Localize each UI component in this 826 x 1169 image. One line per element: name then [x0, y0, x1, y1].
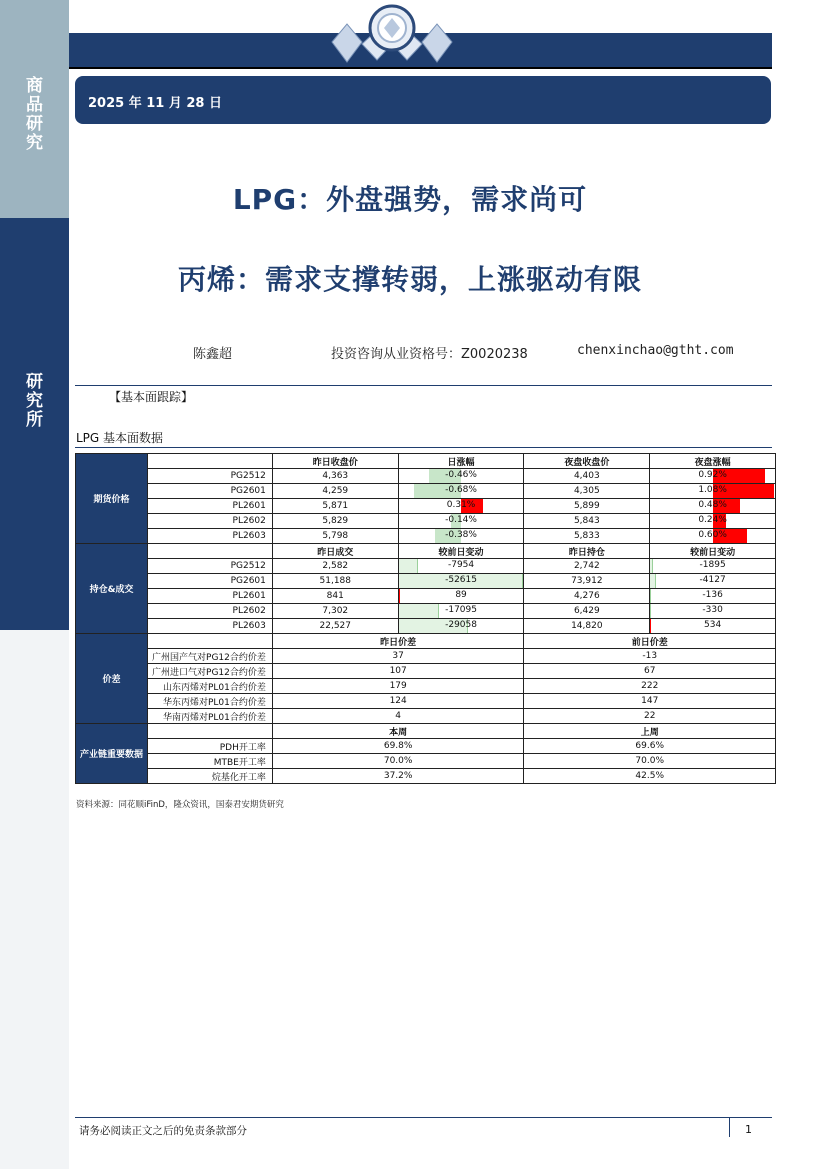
industry-col-header: 本周: [272, 724, 524, 739]
previous-value: 222: [524, 679, 776, 694]
volume: 841: [272, 589, 398, 604]
category-spreads: 价差: [76, 634, 148, 724]
metric-name: PDH开工率: [148, 739, 273, 754]
metric-name: 烷基化开工率: [148, 769, 273, 784]
author-email[interactable]: chenxinchao@gtht.com: [577, 343, 734, 358]
close-price: 5,798: [272, 529, 398, 544]
night-change: [650, 484, 776, 499]
lpg-fundamentals-table: [75, 453, 776, 784]
daily-change-value: 0.31%: [446, 500, 476, 510]
header-blank: [148, 454, 273, 469]
industry-col-header: 上周: [524, 724, 776, 739]
daily-change-value: -0.46%: [445, 470, 477, 480]
oi-change-bar: [650, 559, 775, 573]
night-change-value: 0.48%: [698, 500, 727, 510]
previous-value: 67: [524, 664, 776, 679]
night-change-bar: [650, 529, 775, 543]
current-value: 124: [272, 694, 524, 709]
volume: 51,188: [272, 574, 398, 589]
previous-value: 42.5%: [524, 769, 776, 784]
daily-change-value: -0.68%: [445, 485, 477, 495]
daily-change-bar: [399, 484, 524, 498]
daily-change: [398, 469, 524, 484]
spreads-col-header: 昨日价差: [272, 634, 524, 649]
oi-change: [650, 559, 776, 574]
footer-divider: [75, 1117, 772, 1118]
header-blank: [148, 634, 273, 649]
night-close-price: 5,899: [524, 499, 650, 514]
volume: 22,527: [272, 619, 398, 634]
contract-name: PL2602: [148, 514, 273, 529]
table-row: [76, 679, 776, 694]
oi-change-value: 534: [704, 620, 722, 630]
oi-change: [650, 604, 776, 619]
current-value: 4: [272, 709, 524, 724]
table-row: [76, 589, 776, 604]
category-futures: 期货价格: [76, 454, 148, 544]
close-price: 5,871: [272, 499, 398, 514]
volume-change-bar: [399, 559, 524, 573]
table-row: [76, 574, 776, 589]
sidebar-bottom-panel: [0, 630, 69, 1169]
metric-name: MTBE开工率: [148, 754, 273, 769]
daily-change-bar: [399, 529, 524, 543]
volume-change-bar: [399, 619, 524, 633]
metric-name: 广州国产气对PG12合约价差: [148, 649, 273, 664]
previous-value: 147: [524, 694, 776, 709]
table-row: [76, 514, 776, 529]
table-row: [76, 709, 776, 724]
volume: 7,302: [272, 604, 398, 619]
night-change-bar: [650, 484, 775, 498]
volume-change-value: -7954: [447, 560, 475, 570]
positions-col-header: 昨日持仓: [524, 544, 650, 559]
open-interest: 4,276: [524, 589, 650, 604]
volume-change-value: -29058: [445, 620, 477, 630]
daily-change: [398, 484, 524, 499]
table-row: [76, 499, 776, 514]
oi-change-bar: [650, 574, 775, 588]
positions-header-row: [76, 544, 776, 559]
diamond-logo-icon: [322, 2, 462, 66]
volume-change-value: -52615: [445, 575, 477, 585]
table-row: [76, 664, 776, 679]
daily-change: [398, 514, 524, 529]
positions-col-header: 较前日变动: [398, 544, 524, 559]
close-price: 4,363: [272, 469, 398, 484]
volume-change: [398, 559, 524, 574]
night-change-value: 0.60%: [698, 530, 727, 540]
contract-name: PL2601: [148, 589, 273, 604]
daily-change-bar: [399, 514, 524, 528]
futures-header-row: [76, 454, 776, 469]
metric-name: 华东丙烯对PL01合约价差: [148, 694, 273, 709]
night-change-bar: [650, 469, 775, 483]
industry-header-row: [76, 724, 776, 739]
table-title: LPG 基本面数据: [76, 431, 164, 445]
oi-change-bar: [650, 589, 775, 603]
table-row: [76, 694, 776, 709]
volume-change: [398, 619, 524, 634]
category-positions: 持仓&成交: [76, 544, 148, 634]
section-tag: 【基本面跟踪】: [109, 390, 194, 404]
volume-change: [398, 604, 524, 619]
oi-change-value: -1895: [699, 560, 726, 570]
table-row: [76, 769, 776, 784]
author-divider: [75, 385, 772, 386]
table-row: [76, 529, 776, 544]
night-close-price: 4,305: [524, 484, 650, 499]
author-certificate: 投资咨询从业资格号：Z0020238: [331, 347, 528, 362]
night-change: [650, 529, 776, 544]
source-note: 资料来源：同花顺iFinD，隆众资讯，国泰君安期货研究: [76, 800, 284, 810]
night-change: [650, 514, 776, 529]
current-value: 107: [272, 664, 524, 679]
contract-name: PL2603: [148, 619, 273, 634]
night-change-value: 1.08%: [698, 485, 727, 495]
metric-name: 山东丙烯对PL01合约价差: [148, 679, 273, 694]
open-interest: 6,429: [524, 604, 650, 619]
table-row: [76, 619, 776, 634]
table-title-divider: [75, 447, 772, 448]
contract-name: PG2512: [148, 559, 273, 574]
author-name: 陈鑫超: [193, 347, 233, 362]
spreads-header-row: [76, 634, 776, 649]
close-price: 4,259: [272, 484, 398, 499]
previous-value: -13: [524, 649, 776, 664]
page-number: 1: [745, 1123, 752, 1136]
current-value: 37: [272, 649, 524, 664]
report-title-lpg: LPG：外盘强势，需求尚可: [232, 183, 588, 216]
sidebar-label-institute: 研究所: [22, 372, 42, 429]
volume-change-value: -17095: [445, 605, 477, 615]
metric-name: 广州进口气对PG12合约价差: [148, 664, 273, 679]
contract-name: PL2603: [148, 529, 273, 544]
oi-change-value: -4127: [699, 575, 726, 585]
report-date: 2025 年 11 月 28 日: [88, 96, 222, 111]
oi-change-value: -330: [702, 605, 723, 615]
table-row: [76, 649, 776, 664]
table-row: [76, 739, 776, 754]
volume-change-value: 89: [455, 590, 467, 600]
current-value: 69.8%: [272, 739, 524, 754]
night-change: [650, 499, 776, 514]
contract-name: PL2601: [148, 499, 273, 514]
previous-value: 70.0%: [524, 754, 776, 769]
current-value: 37.2%: [272, 769, 524, 784]
category-industry: 产业链重要数据: [76, 724, 148, 784]
volume-change-bar: [399, 574, 524, 588]
oi-change: [650, 589, 776, 604]
oi-change-bar: [650, 619, 775, 633]
futures-col-header: 日涨幅: [398, 454, 524, 469]
report-title-propylene: 丙烯：需求支撑转弱，上涨驱动有限: [177, 263, 642, 296]
table-row: [76, 484, 776, 499]
open-interest: 73,912: [524, 574, 650, 589]
daily-change-value: -0.38%: [445, 530, 477, 540]
contract-name: PG2512: [148, 469, 273, 484]
author-row: [0, 343, 826, 363]
header-blank: [148, 544, 273, 559]
contract-name: PG2601: [148, 574, 273, 589]
table-row: [76, 469, 776, 484]
daily-change-bar: [399, 469, 524, 483]
contract-name: PG2601: [148, 484, 273, 499]
header-blank: [148, 724, 273, 739]
positions-col-header: 较前日变动: [650, 544, 776, 559]
daily-change: [398, 529, 524, 544]
volume-change: [398, 589, 524, 604]
oi-change-value: -136: [702, 590, 723, 600]
daily-change: [398, 499, 524, 514]
night-close-price: 4,403: [524, 469, 650, 484]
oi-change-bar: [650, 604, 775, 618]
daily-change-value: -0.14%: [445, 515, 477, 525]
futures-col-header: 夜盘收盘价: [524, 454, 650, 469]
night-change-value: 0.24%: [698, 515, 727, 525]
oi-change: [650, 619, 776, 634]
sidebar-label-commodity-research: 商品研究: [22, 76, 42, 152]
night-change-bar: [650, 499, 775, 513]
current-value: 179: [272, 679, 524, 694]
night-change-bar: [650, 514, 775, 528]
metric-name: 华南丙烯对PL01合约价差: [148, 709, 273, 724]
current-value: 70.0%: [272, 754, 524, 769]
futures-col-header: 昨日收盘价: [272, 454, 398, 469]
table-row: [76, 559, 776, 574]
previous-value: 22: [524, 709, 776, 724]
close-price: 5,829: [272, 514, 398, 529]
night-close-price: 5,843: [524, 514, 650, 529]
futures-col-header: 夜盘涨幅: [650, 454, 776, 469]
spreads-col-header: 前日价差: [524, 634, 776, 649]
volume-change-bar: [399, 604, 524, 618]
night-change: [650, 469, 776, 484]
table-row: [76, 604, 776, 619]
volume-change: [398, 574, 524, 589]
table-row: [76, 754, 776, 769]
volume-change-bar: [399, 589, 524, 603]
open-interest: 2,742: [524, 559, 650, 574]
daily-change-bar: [399, 499, 524, 513]
oi-change: [650, 574, 776, 589]
positions-col-header: 昨日成交: [272, 544, 398, 559]
previous-value: 69.6%: [524, 739, 776, 754]
footer-separator: [729, 1117, 730, 1137]
night-close-price: 5,833: [524, 529, 650, 544]
disclaimer-note: 请务必阅读正文之后的免责条款部分: [79, 1125, 247, 1137]
volume: 2,582: [272, 559, 398, 574]
night-change-value: 0.92%: [698, 470, 727, 480]
open-interest: 14,820: [524, 619, 650, 634]
contract-name: PL2602: [148, 604, 273, 619]
header-band-rule: [69, 67, 772, 69]
